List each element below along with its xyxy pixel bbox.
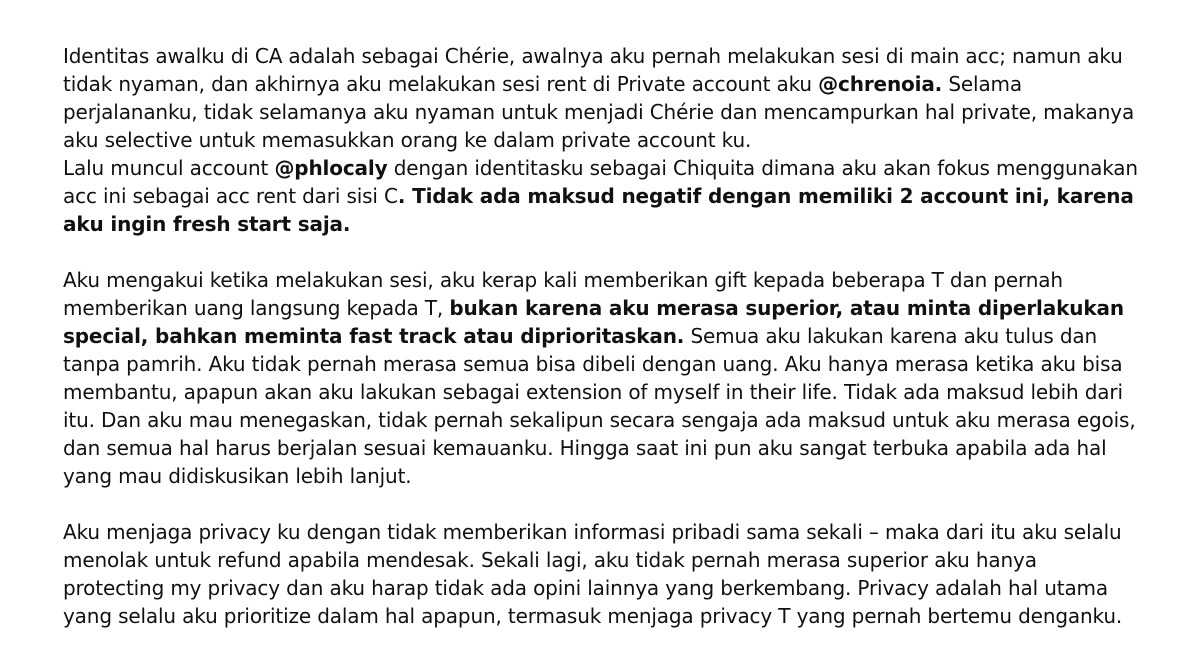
paragraph-identity [63,42,1140,238]
paragraph-3-text: Aku menjaga privacy ku dengan tidak memberikan informasi pribadi sama sekali – maka dari itu aku selalu menolak untuk refund apabila mendesak. Sekali lagi, aku tidak pernah merasa superior aku hanya protecting my privacy dan aku harap tidak ada opini lainnya yang berkembang. Privacy adalah hal utama yang selalu aku prioritize dalam hal apapun, termasuk menjaga privacy T yang pernah bertemu denganku. [63,520,1123,628]
paragraph-2-text: Aku mengakui ketika melakukan sesi, aku kerap kali memberikan gift kepada beberapa T dan pernah memberikan uang langsung kepada T, [63,268,1063,320]
paragraph-1b-text: Lalu muncul account [63,156,275,180]
paragraph-gifts [63,266,1140,490]
paragraph-spacer [63,238,1140,266]
paragraph-spacer [63,490,1140,518]
handle-chrenoia: @chrenoia. [818,72,943,96]
paragraph-1b-bold-statement: . Tidak ada maksud negatif dengan memiliki 2 account ini, karena aku ingin fresh start saja. [63,184,1134,236]
paragraph-1b-text-cont: dengan identitasku sebagai Chiquita dimana aku akan fokus menggunakan acc ini sebagai acc rent dari sisi C [63,156,1138,208]
paragraph-1a-text: Identitas awalku di CA adalah sebagai Chérie, awalnya aku pernah melakukan sesi di main acc; namun aku tidak nyaman, dan akhirnya aku melakukan sesi rent di Private account aku [63,44,1123,96]
paragraph-2-bold-statement: bukan karena aku merasa superior, atau minta diperlakukan special, bahkan meminta fast track atau diprioritaskan. [63,296,1124,348]
paragraph-2-text-cont: Semua aku lakukan karena aku tulus dan tanpa pamrih. Aku tidak pernah merasa semua bisa dibeli dengan uang. Aku hanya merasa ketika aku bisa membantu, apapun akan aku lakukan sebagai extension of myself in their life. Tidak ada maksud lebih dari itu. Dan aku mau menegaskan, tidak pernah sekalipun secara sengaja ada maksud untuk aku merasa egois, dan semua hal harus berjalan sesuai kemauanku. Hingga saat ini pun aku sangat terbuka apabila ada hal yang mau didiskusikan lebih lanjut. [63,324,1136,488]
handle-phlocaly: @phlocaly [274,156,388,180]
paragraph-1a-text-cont: Selama perjalananku, tidak selamanya aku nyaman untuk menjadi Chérie dan mencampurkan hal private, makanya aku selective untuk memasukkan orang ke dalam private account ku. [63,72,1135,152]
paragraph-privacy [63,518,1140,630]
